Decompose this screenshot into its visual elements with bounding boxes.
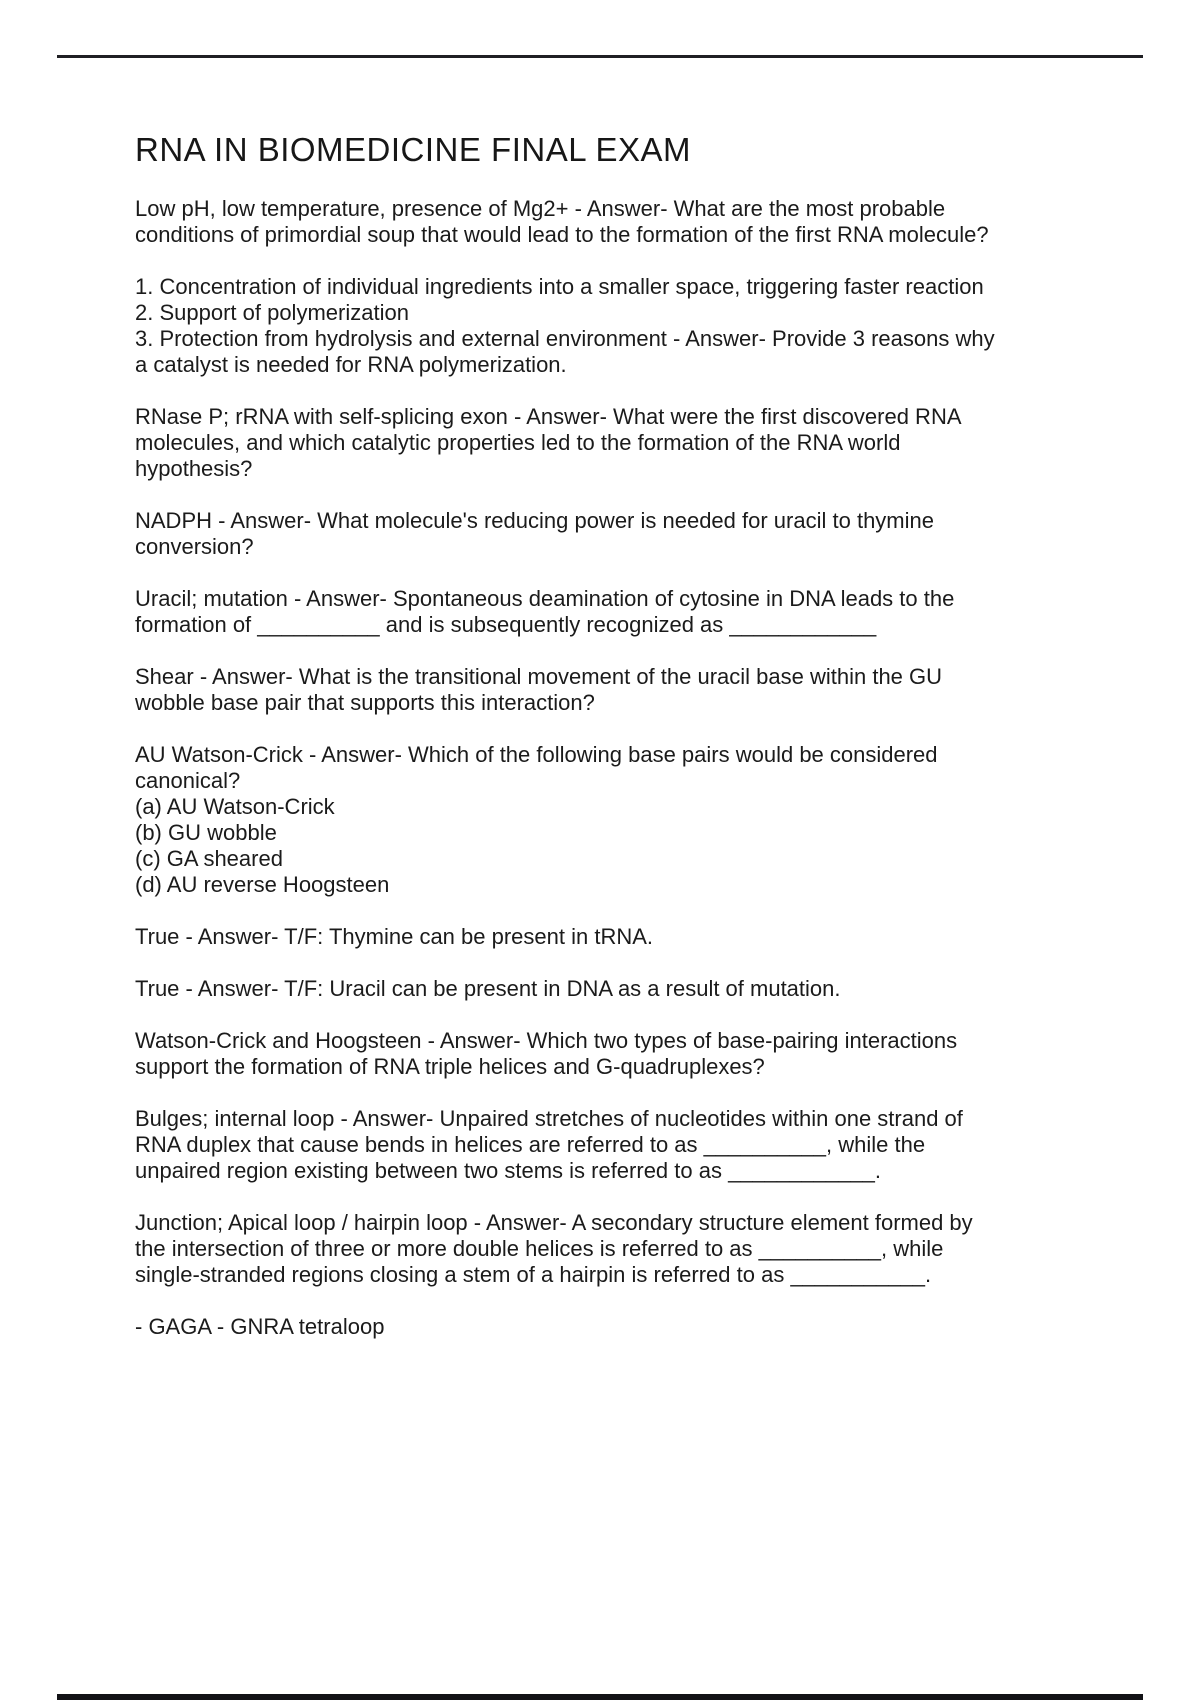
qa-block-canonical-base-pair (135, 742, 1005, 898)
bottom-rule (57, 1694, 1143, 1700)
qa-block-triple-helices (135, 1028, 1005, 1080)
option-d: (d) AU reverse Hoogsteen (135, 872, 390, 897)
text-line: 1. Concentration of individual ingredients into a smaller space, triggering faster reaction (135, 274, 984, 299)
text-line: AU Watson-Crick - Answer- Which of the following base pairs would be considered canonical? (135, 742, 938, 793)
text-line: Watson-Crick and Hoogsteen - Answer- Which two types of base-pairing interactions support the formation of RNA triple helices and G-quadruplexes? (135, 1028, 958, 1079)
option-c: (c) GA sheared (135, 846, 283, 871)
text-line: True - Answer- T/F: Uracil can be present in DNA as a result of mutation. (135, 976, 841, 1001)
qa-block-rnase-p (135, 404, 1005, 482)
qa-block-uracil-mutation (135, 586, 1005, 638)
text-line: Bulges; internal loop - Answer- Unpaired stretches of nucleotides within one strand of RNA duplex that cause bends in helices are referred to as __________, while the unpaired region existing between two stems is referred to as ____________. (135, 1106, 963, 1183)
text-line: 2. Support of polymerization (135, 300, 409, 325)
text-line: True - Answer- T/F: Thymine can be present in tRNA. (135, 924, 654, 949)
qa-block-nadph (135, 508, 1005, 560)
option-a: (a) AU Watson-Crick (135, 794, 335, 819)
text-line: - GAGA - GNRA tetraloop (135, 1314, 385, 1339)
qa-block-gnra-tetraloop (135, 1314, 1005, 1340)
qa-block-junction-hairpin (135, 1210, 1005, 1288)
qa-block-catalyst-reasons (135, 274, 1005, 378)
text-line: Uracil; mutation - Answer- Spontaneous deamination of cytosine in DNA leads to the formation of __________ and is subsequently recognized as ____________ (135, 586, 955, 637)
qa-block-primordial-soup (135, 196, 1005, 248)
text-line: Low pH, low temperature, presence of Mg2+ - Answer- What are the most probable conditions of primordial soup that would lead to the formation of the first RNA molecule? (135, 196, 989, 247)
option-b: (b) GU wobble (135, 820, 277, 845)
text-line: 3. Protection from hydrolysis and external environment - Answer- Provide 3 reasons why a catalyst is needed for RNA polymerization. (135, 326, 995, 377)
text-line: RNase P; rRNA with self-splicing exon - Answer- What were the first discovered RNA molecules, and which catalytic properties led to the formation of the RNA world hypothesis? (135, 404, 961, 481)
text-line: Junction; Apical loop / hairpin loop - Answer- A secondary structure element formed by the intersection of three or more double helices is referred to as __________, while single-stranded regions closing a stem of a hairpin is referred to as ___________. (135, 1210, 973, 1287)
text-line: Shear - Answer- What is the transitional movement of the uracil base within the GU wobble base pair that supports this interaction? (135, 664, 943, 715)
text-line: NADPH - Answer- What molecule's reducing power is needed for uracil to thymine conversion? (135, 508, 934, 559)
page-title: RNA IN BIOMEDICINE FINAL EXAM (135, 131, 692, 168)
qa-block-tf-thymine (135, 924, 1005, 950)
qa-block-tf-uracil (135, 976, 1005, 1002)
qa-block-bulges-internal-loop (135, 1106, 1005, 1184)
document-content (135, 0, 1005, 1340)
qa-block-shear (135, 664, 1005, 716)
